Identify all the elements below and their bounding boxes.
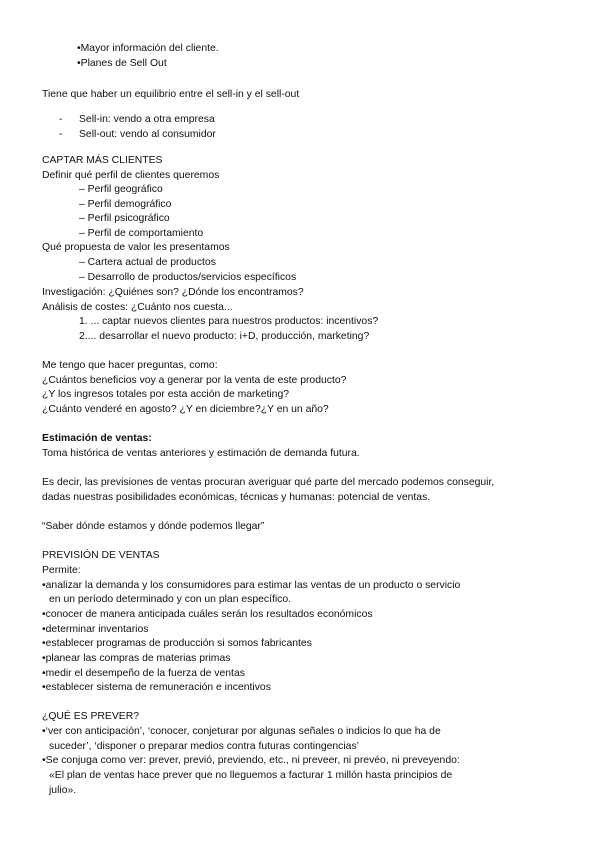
prevision-item: • medir el desempeño de la fuerza de ventas	[42, 667, 245, 680]
estimacion-line: Toma histórica de ventas anteriores y estimación de demanda futura.	[42, 448, 360, 459]
prever-item-continuation: julio».	[49, 785, 77, 796]
profile-item: – Perfil demográfico	[79, 199, 172, 210]
prevision-item: • establecer sistema de remuneración e incentivos	[42, 681, 271, 694]
prevision-item: • analizar la demanda y los consumidores para estimar las ventas de un producto o servicio	[42, 579, 460, 592]
captar-heading: CAPTAR MÁS CLIENTES	[42, 155, 163, 166]
prever-item-continuation: suceder’, ‘disponer o preparar medios contra futuras contingencias’	[49, 741, 359, 752]
value-item: – Cartera actual de productos	[79, 257, 216, 268]
prevision-item: • determinar inventarios	[42, 623, 148, 636]
prevision-item: • planear las compras de materias primas	[42, 652, 230, 665]
prevision-item: • establecer programas de producción si somos fabricantes	[42, 637, 312, 650]
estimacion-heading: Estimación de ventas:	[42, 433, 152, 444]
prevision-heading: PREVISIÓN DE VENTAS	[42, 550, 160, 561]
profile-intro: Definir qué perfil de clientes queremos	[42, 170, 220, 181]
question-item: ¿Cuántos beneficios voy a generar por la venta de este producto?	[42, 375, 347, 386]
prever-heading: ¿QUÉ ES PREVER?	[42, 711, 140, 722]
prevision-intro: Permite:	[42, 565, 81, 576]
prevision-item: • conocer de manera anticipada cuáles serán los resultados económicos	[42, 608, 373, 621]
balance-text: Tiene que haber un equilibrio entre el sell-in y el sell-out	[42, 89, 300, 100]
profile-item: – Perfil psicográfico	[79, 213, 170, 224]
profile-item: – Perfil geográfico	[79, 184, 163, 195]
prevision-item-continuation: en un período determinado y con un plan específico.	[49, 594, 292, 605]
estimacion-quote: “Saber dónde estamos y dónde podemos llegar”	[42, 521, 265, 532]
question-item: ¿Y los ingresos totales por esta acción de marketing?	[42, 389, 290, 400]
cost-item: 2.... desarrollar el nuevo producto: i+D, producción, marketing?	[79, 331, 370, 342]
estimacion-para-line: dadas nuestras posibilidades económicas, técnicas y humanas: potencial de ventas.	[42, 492, 431, 503]
top-bullet: • Mayor información del cliente.	[77, 42, 219, 55]
sell-item: Sell-in: vendo a otra empresa	[79, 114, 215, 125]
prever-item-continuation: «El plan de ventas hace prever que no lleguemos a facturar 1 millón hasta principios de	[49, 770, 453, 781]
sell-item: Sell-out: vendo al consumidor	[79, 129, 216, 140]
value-intro: Qué propuesta de valor les presentamos	[42, 242, 230, 253]
cost-analysis: Análisis de costes: ¿Cuánto nos cuesta...	[42, 302, 233, 313]
investigation: Investigación: ¿Quiénes son? ¿Dónde los encontramos?	[42, 287, 304, 298]
prever-item: • Se conjuga como ver: prever, previó, previendo, etc., ni preveer, ni prevéo, ni preveyendo:	[42, 754, 460, 767]
profile-item: – Perfil de comportamiento	[79, 228, 204, 239]
sell-marker: -	[59, 129, 63, 140]
question-item: ¿Cuánto venderé en agosto? ¿Y en diciembre?¿Y en un año?	[42, 404, 329, 415]
prever-item: • ‘ver con anticipación’, ‘conocer, conjeturar por algunas señales o indicios lo que ha de	[42, 725, 441, 738]
questions-intro: Me tengo que hacer preguntas, como:	[42, 360, 218, 371]
cost-item: 1. ... captar nuevos clientes para nuestros productos: incentivos?	[79, 316, 379, 327]
top-bullet: • Planes de Sell Out	[77, 57, 167, 70]
value-item: – Desarrollo de productos/servicios específicos	[79, 272, 297, 283]
sell-marker: -	[59, 114, 63, 125]
estimacion-para-line: Es decir, las previsiones de ventas procuran averiguar qué parte del mercado podemos conseguir,	[42, 477, 495, 488]
